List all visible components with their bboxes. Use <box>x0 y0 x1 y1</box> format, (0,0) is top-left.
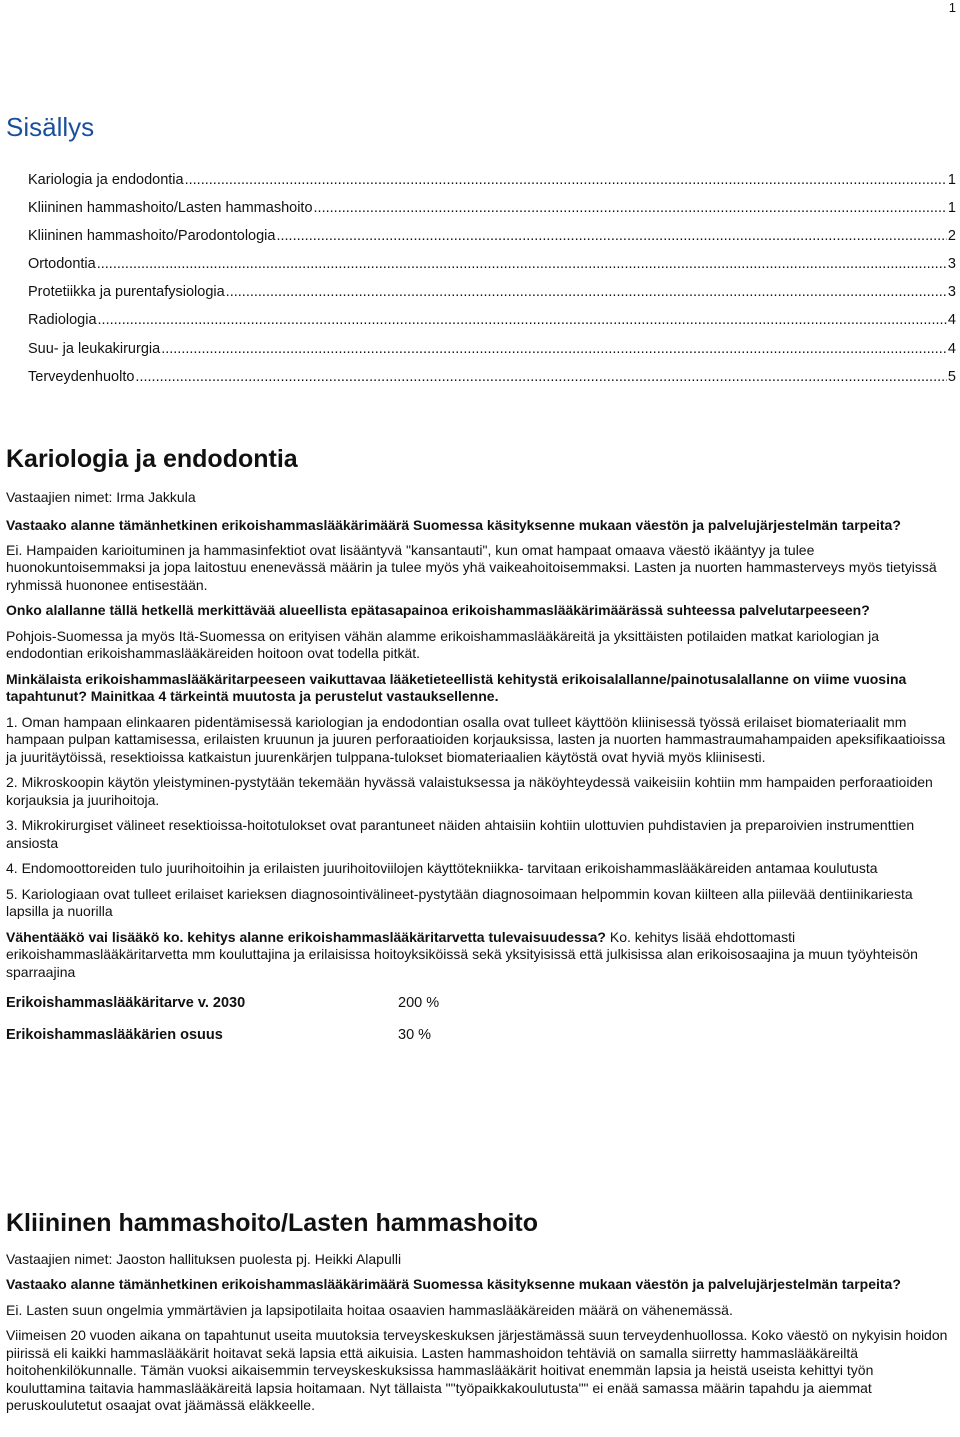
toc-entry-page: 1 <box>947 172 956 188</box>
toc-entry-label: Kliininen hammashoito/Lasten hammashoito <box>28 200 313 217</box>
metric-label: Erikoishammaslääkärien osuus <box>6 1027 223 1043</box>
section-lasten-hammashoito <box>6 1208 954 1415</box>
list-item: 2. Mikroskoopin käytön yleistyminen-pystytään tekemään hyvässä valaistuksessa ja näköyhteydessä vaikeisiin kohtiin mm hampaiden perforaatioiden korjauksia ja juurihoitoja. <box>6 774 933 808</box>
section-heading: Kliininen hammashoito/Lasten hammashoito <box>6 1209 539 1237</box>
list-item: 1. Oman hampaan elinkaaren pidentämisessä kariologian ja endodontian osalla ovat tulleet käyttöön kliinisessä työssä erilaiset biomateriaalit mm hampaan pulpan kattamisessa, erilaisten kruunun ja juuren perforaatioiden korjauksissa, lasten ja nuorten hammastraumahampaiden apeksifikaatioissa ja juuritäytöissä, resektioissa katkaistun juurenkärjen tulppana-tulokset biomateriaalien käytöstä ovat hyviä myös kliinisesti. <box>6 713 946 765</box>
toc-entry-label: Protetiikka ja purentafysiologia <box>28 284 225 301</box>
toc-dot-leader <box>135 363 947 391</box>
toc-entry[interactable] <box>28 335 956 363</box>
toc-entry[interactable] <box>28 166 956 194</box>
toc-entry-label: Ortodontia <box>28 256 96 273</box>
answer-inline: Ko. kehitys lisää ehdottomasti erikoishammaslääkäritarvetta mm kouluttajina ja erilaisissa hoitoyksiköissä sekä yksityisissä että julkisissa alan erikoisosaajina ja muun työyhteisön sparraajina <box>6 928 918 980</box>
toc-dot-leader <box>98 306 947 334</box>
section-heading: Kariologia ja endodontia <box>6 445 298 473</box>
question: Vastaako alanne tämänhetkinen erikoishammaslääkärimäärä Suomessa käsityksenne mukaan väestön ja palvelujärjestelmän tarpeita? <box>6 1276 901 1292</box>
metrics-table <box>6 987 954 1051</box>
toc-dot-leader <box>97 250 947 278</box>
answer: Ei. Lasten suun ongelmia ymmärtävien ja lapsipotilaita hoitaa osaavien hammaslääkäreiden määrä on vähenemässä. <box>6 1301 733 1318</box>
toc-entry-page: 1 <box>947 200 956 217</box>
metric-value: 200 % <box>398 995 440 1011</box>
toc-entry-label: Kliininen hammashoito/Parodontologia <box>28 228 276 245</box>
answer: Viimeisen 20 vuoden aikana on tapahtunut useita muutoksia terveyskeskuksen järjestämässä suun terveydenhuollossa. Koko väestö on nykyisin hoidon piirissä eli kaikki hammaslääkärit hoitavat sekä lapsia että aikuisia. Lasten hammashoidon tehtäviä on samalla siirretty hammaslääkäreiltä hoitohenkilökunnalle. Tämän vuoksi aikaisemmin terveyskeskuksissa hammaslääkärit hoitivat enemmän lapsia ja heistä useista kehittyi työn kouluttamina taitavia hammaslääkäreitä lapsia hoitamaan. Nyt tällaista ""työpaikkakoulutusta"" ei enää samassa määrin tapahdu ja aiemmat peruskoulutetut osaajat ovat jäämässä eläkkeelle. <box>6 1327 948 1413</box>
table-of-contents <box>28 166 956 391</box>
toc-dot-leader <box>276 222 946 250</box>
toc-dot-leader <box>314 194 947 222</box>
toc-entry-label: Radiologia <box>28 312 97 329</box>
toc-entry-page: 3 <box>947 256 956 273</box>
metric-row <box>6 1019 954 1051</box>
metric-row <box>6 987 954 1019</box>
question: Vastaako alanne tämänhetkinen erikoishammaslääkärimäärä Suomessa käsityksenne mukaan väestön ja palvelujärjestelmän tarpeita? <box>6 517 901 533</box>
answer: Pohjois-Suomessa ja myös Itä-Suomessa on erityisen vähän alamme erikoishammaslääkäreitä ja yksittäisten potilaiden matkat kariologian ja endodontian erikoishammaslääkäreiden hoitoon ovat todella pitkät. <box>6 627 880 661</box>
toc-entry-page: 3 <box>947 284 956 301</box>
toc-entry-label: Kariologia ja endodontia <box>28 172 184 188</box>
toc-entry-label: Terveydenhuolto <box>28 368 135 385</box>
section-kariologia <box>6 444 954 1051</box>
toc-entry[interactable] <box>28 278 956 306</box>
metric-value: 30 % <box>398 1027 432 1043</box>
question: Minkälaista erikoishammaslääkäritarpeeseen vaikuttavaa lääketieteellistä kehitystä erikoisalallanne/painotusalallanne on viime vuosina tapahtunut? Mainitkaa 4 tärkeintä muutosta ja perustelut vastauksellenne. <box>6 670 907 704</box>
toc-entry-page: 4 <box>947 312 956 329</box>
toc-entry[interactable] <box>28 363 956 391</box>
respondents: Vastaajien nimet: Irma Jakkula <box>6 489 196 505</box>
list-item: 4. Endomoottoreiden tulo juurihoitoihin ja erilaisten juurihoitoviilojen käyttötekniikka- tarvitaan erikoishammaslääkäreiden antamaa koulutusta <box>6 860 878 876</box>
list-item: 5. Kariologiaan ovat tulleet erilaiset karieksen diagnosointivälineet-pystytään diagnosoimaan helpommin kovan kiilteen alla piilevää dentiinikariesta lapsilla ja nuorilla <box>6 885 913 919</box>
toc-entry[interactable] <box>28 306 956 334</box>
respondents: Vastaajien nimet: Jaoston hallituksen puolesta pj. Heikki Alapulli <box>6 1251 402 1267</box>
toc-entry[interactable] <box>28 222 956 250</box>
metric-label: Erikoishammaslääkäritarve v. 2030 <box>6 995 246 1011</box>
question: Onko alallanne tällä hetkellä merkittävää alueellista epätasapainoa erikoishammaslääkärimäärässä suhteessa palvelutarpeeseen? <box>6 602 870 618</box>
toc-entry-page: 4 <box>947 340 956 357</box>
toc-entry-label: Suu- ja leukakirurgia <box>28 340 161 357</box>
toc-dot-leader <box>226 278 947 306</box>
toc-entry-page: 2 <box>947 228 956 245</box>
toc-title: Sisällys <box>6 112 95 142</box>
toc-dot-leader <box>161 335 947 363</box>
toc-entry[interactable] <box>28 250 956 278</box>
answer-paragraph <box>6 929 954 982</box>
toc-entry-page: 5 <box>947 368 956 385</box>
toc-entry[interactable] <box>28 194 956 222</box>
page-number: 1 <box>948 0 956 15</box>
question-inline: Vähentääkö vai lisääkö ko. kehitys alanne erikoishammaslääkäritarvetta tulevaisuudessa? <box>6 928 606 945</box>
list-item: 3. Mikrokirurgiset välineet resektioissa-hoitotulokset ovat parantuneet näiden ahtaisiin kohtiin ulottuvien puhdistavien ja preparoivien instrumenttien ansiosta <box>6 817 915 851</box>
answer: Ei. Hampaiden karioituminen ja hammasinfektiot ovat lisääntyvä "kansantauti", kun omat hampaat omaava väestö ikääntyy ja tulee huonokuntoisemmaksi ja jopa laitostuu enenevässä määrin ja tulee myös yhä vaikeahoitoisemmaksi. Lasten ja nuorten hammasterveys myös tietyissä ryhmissä huononee entisestään. <box>6 541 937 593</box>
toc-dot-leader <box>185 166 947 194</box>
